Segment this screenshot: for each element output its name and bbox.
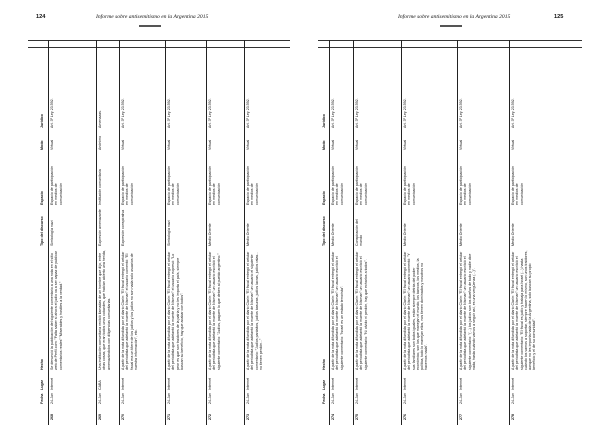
cell-hecho: Una institución comunitaria recibió llamadas de un hombre que dijo, entre otras cosas, que eran todos unos cobardes, que habían abierto una herida, amenazándolos con diligencias comunitarias. xyxy=(98,250,111,370)
cell-tipo: Medio Oriente xyxy=(403,223,407,246)
cell-modo: Virtual xyxy=(208,139,212,150)
cell-espacio: Espacio de participación en medios de comunicación xyxy=(50,166,63,205)
cell-fecha: 24-Jun xyxy=(355,393,359,404)
cell-espacio: Espacio de participación en medios de comunicación xyxy=(511,166,524,205)
cell-hecho: A partir de la nota difundida por el diario Clarín: "El fiscal entregó el celular del periodista que adelantó la muerte de Nisman" un usuario comentó: "Y sus familiares son todos iguales, están siempre detrás del poder económico, son los que manejan el mundo, los bancos, los medios, la política, todo lo manejan ellos, nos tienen dominados y nosotros no hacemos nada". xyxy=(403,251,429,370)
row-number: 276 xyxy=(403,414,407,420)
row-number: 272 xyxy=(208,414,212,420)
cell-hecho: A partir de la nota difundida por el diario Clarín: "El fiscal entregó el celular del periodista que adelantó la muerte de Nisman" un usuario escribió el siguiente comentario: "Ni olvido ni perdón, hay que echarlos a todos". xyxy=(355,251,368,370)
cell-tipo: Expresión conspirativa xyxy=(121,209,125,246)
right-page xyxy=(300,0,600,435)
cell-tipo: Medio Oriente xyxy=(246,223,250,246)
cell-hecho: A partir de la nota difundida por el diario Clarín: "El fiscal entregó el celular del periodista que adelantó la muerte de Nisman" el usuario comentó: "El fiscal era un títere de los judíos y los judíos no son nada solo usuarios de nuestra información", etc. xyxy=(121,251,138,370)
cell-tipo: Medio Oriente xyxy=(331,223,335,246)
cell-fecha: 24-Jun xyxy=(121,393,125,404)
cell-tipo: Simbología nazi xyxy=(167,220,171,246)
cell-modo: Virtual xyxy=(403,139,407,150)
cell-espacio: Espacio de participación en medios de comunicación xyxy=(167,166,180,205)
column-header-tipo: Tipo del discurso xyxy=(322,216,326,246)
column-header-juridico: Jurídico xyxy=(322,114,326,128)
cell-hecho: A partir de la nota difundida por el diario Clarín: "El fiscal entregó el celular del periodista que adelantó la muerte de Nisman" un usuario escribió el siguiente comentario: "Judíos, paguen lo que deben al pueblo argentino." xyxy=(208,251,221,370)
cell-juridico: Art. 3º Ley 23.592. xyxy=(208,98,212,128)
cell-juridico: Art. 3º Ley 23.592. xyxy=(511,98,515,128)
running-title: Informe sobre antisemitismo en la Argentina 2015 xyxy=(398,14,511,20)
cell-lugar: Internet xyxy=(331,378,335,390)
row-separator xyxy=(329,40,330,425)
cell-fecha: 24-Jun xyxy=(167,393,171,404)
column-header-modo: Modo xyxy=(40,140,44,150)
column-header-tipo: Tipo del discurso xyxy=(40,216,44,246)
column-header-juridico: Jurídico xyxy=(40,114,44,128)
column-header-lugar: Lugar xyxy=(322,380,326,390)
cell-fecha: 24-Jun xyxy=(331,393,335,404)
cell-modo: Anónimo xyxy=(98,135,102,150)
cell-juridico: Art. 3º Ley 23.592. xyxy=(403,98,407,128)
cell-fecha: 24-Jun xyxy=(50,393,54,404)
table-rule xyxy=(28,40,290,41)
cell-tipo: Expresión amenazante xyxy=(98,209,102,246)
cell-fecha: 24-Jun xyxy=(98,393,102,404)
row-number: 277 xyxy=(459,414,463,420)
cell-lugar: Internet xyxy=(459,378,463,390)
header-rule xyxy=(139,25,161,27)
cell-fecha: 24-Jun xyxy=(246,393,250,404)
cell-espacio: Espacio de participación en medios de comunicación xyxy=(246,166,259,205)
cell-hecho: A partir de la nota difundida por el diario Clarín: "El fiscal entregó el celular del periodista que adelantó la muerte de Nisman" un usuario escribió el siguiente comentario: "(...) los judíos son los dueños de todo y nadie dice nada, hasta cuándo vamos a seguir así, es una vergüenza (...)". xyxy=(459,251,476,370)
row-number: 269 xyxy=(98,414,102,420)
cell-lugar: Internet xyxy=(511,378,515,390)
row-separator xyxy=(244,40,245,425)
cell-hecho: A partir de la nota difundida por el diario Clarín: "El fiscal entregó el celular del periodista que adelantó la muerte de Nisman" el usuario expresó: "Lo peor es que son traidores de la patria y no les importa el país, siempre buscan su beneficio, hay que acabar con todos". xyxy=(167,251,184,370)
cell-juridico: Art. 3º Ley 23.592. xyxy=(121,98,125,128)
cell-juridico: Art. 3º Ley 23.592. xyxy=(50,98,54,128)
column-header-espacio: Espacio xyxy=(40,191,44,205)
table-rule xyxy=(28,47,290,48)
cell-espacio: Espacio de participación en medios de comunicación xyxy=(331,166,344,205)
cell-hecho: A partir de la nota difundida por el diario Clarín: "El fiscal entregó el celular del periodista que adelantó la muerte de Nisman" un usuario escribió el siguiente comentario: "Israel es un estado terrorista". xyxy=(331,251,344,370)
row-number: 271 xyxy=(167,414,171,420)
cell-fecha: 24-Jun xyxy=(511,393,515,404)
cell-lugar: Internet xyxy=(50,378,54,390)
header-rule xyxy=(440,25,462,27)
cell-tipo: Medio Oriente xyxy=(208,223,212,246)
row-number: 278 xyxy=(511,414,515,420)
cell-modo: Virtual xyxy=(50,139,54,150)
cell-espacio: Institución comunitaria xyxy=(98,169,102,205)
cell-lugar: Internet xyxy=(121,378,125,390)
cell-tipo: Medio Oriente xyxy=(511,223,515,246)
cell-tipo: Conspiración del mundo xyxy=(355,219,364,246)
cell-juridico: Art. 3º Ley 23.592. xyxy=(355,98,359,128)
row-number: 273 xyxy=(246,414,250,420)
cell-lugar: Internet xyxy=(403,378,407,390)
cell-hecho: A partir de la nota difundida por el diario Clarín: "El fiscal entregó el celular del periodista que adelantó la muerte de Nisman" un usuario el siguiente comentario: "Judíos parásitos, judíos basuras, judíos lacras, judíos ratas... no tienen perdón..." xyxy=(246,251,263,370)
table-rule xyxy=(318,40,582,41)
cell-modo: Virtual xyxy=(355,139,359,150)
page-number: 124 xyxy=(36,14,46,20)
row-separator xyxy=(206,40,207,425)
cell-lugar: Internet xyxy=(208,378,212,390)
cell-modo: Virtual xyxy=(331,139,335,150)
cell-modo: Virtual xyxy=(121,139,125,150)
row-number: 268 xyxy=(50,414,54,420)
cell-hecho: Se denunció la publicación del siguiente comentario a una nota en el sitio web de Perfil.com: "Falta saber si ahora el judio va a ser capaz de publicar comentarios reales" "Miserables y hostiles a la verdad." xyxy=(50,251,63,370)
row-number: 274 xyxy=(331,414,335,420)
cell-espacio: Espacio de participación en medios de comunicación xyxy=(121,166,134,205)
row-separator xyxy=(457,40,458,425)
cell-espacio: Espacio de participación en medios de comunicación xyxy=(403,166,416,205)
cell-fecha: 24-Jun xyxy=(208,393,212,404)
cell-tipo: Medio Oriente xyxy=(459,223,463,246)
column-header-hecho: Hecho xyxy=(40,359,44,370)
row-number: 275 xyxy=(355,414,359,420)
cell-espacio: Espacio de participación en medios de comunicación xyxy=(208,166,221,205)
cell-espacio: Espacio de participación en medios de comunicación xyxy=(459,166,472,205)
cell-modo: Virtual xyxy=(167,139,171,150)
cell-lugar: CABA xyxy=(98,380,102,390)
column-header-hecho: Hecho xyxy=(322,359,326,370)
column-header-espacio: Espacio xyxy=(322,191,326,205)
table-rule xyxy=(318,47,582,48)
row-separator xyxy=(119,40,120,425)
cell-modo: Virtual xyxy=(511,139,515,150)
cell-juridico: Art. 3º Ley 23.592. xyxy=(246,98,250,128)
cell-hecho: A partir de la nota difundida por el diario Clarín: "El fiscal entregó el celular del periodista que adelantó la muerte de Nisman" un usuario escribió el siguiente comentario: "El fiscal es judío y trabaja para Israel (...) hasta cuándo los vamos a soportar, siempre hacen lo mismo, son unos traidores, aunque no les importa nada de la Argentina, solo buscan su propio beneficio y el de su comunidad". xyxy=(511,250,537,370)
cell-juridico: Amenazas. xyxy=(98,110,102,128)
cell-fecha: 24-Jun xyxy=(403,393,407,404)
row-separator xyxy=(353,40,354,425)
running-title: Informe sobre antisemitismo en la Argentina 2015 xyxy=(96,14,209,20)
column-header-modo: Modo xyxy=(322,140,326,150)
cell-lugar: Internet xyxy=(167,378,171,390)
row-separator xyxy=(165,40,166,425)
cell-lugar: Internet xyxy=(246,378,250,390)
cell-juridico: Art. 3º Ley 23.592. xyxy=(331,98,335,128)
row-number: 270 xyxy=(121,414,125,420)
cell-lugar: Internet xyxy=(355,378,359,390)
row-separator xyxy=(509,40,510,425)
column-header-lugar: Lugar xyxy=(40,380,44,390)
row-separator xyxy=(96,40,97,425)
cell-juridico: Art. 3º Ley 23.592. xyxy=(459,98,463,128)
cell-modo: Virtual xyxy=(459,139,463,150)
cell-tipo: Simbología nazi xyxy=(50,220,54,246)
column-header-fecha: Fecha xyxy=(322,393,326,404)
column-header-fecha: Fecha xyxy=(40,393,44,404)
cell-fecha: 24-Jun xyxy=(459,393,463,404)
page-number: 125 xyxy=(554,14,564,20)
cell-juridico: Art. 3º Ley 23.592. xyxy=(167,98,171,128)
cell-espacio: Espacio de participación en medios de comunicación xyxy=(355,166,368,205)
cell-modo: Virtual xyxy=(246,139,250,150)
row-separator xyxy=(401,40,402,425)
row-separator xyxy=(48,40,49,425)
